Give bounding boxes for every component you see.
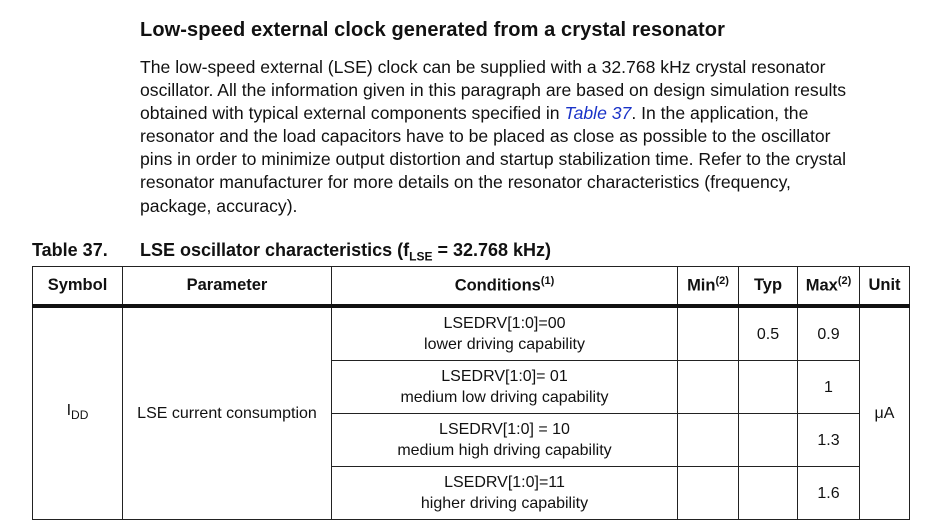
conditions-cell: [332, 414, 678, 467]
header-typ: Typ: [739, 267, 798, 307]
symbol-main: I: [66, 402, 72, 420]
condition-setting: LSEDRV[1:0]=11: [444, 474, 565, 491]
condition-setting: LSEDRV[1:0]= 01: [441, 368, 568, 385]
max-cell: 1.3: [798, 414, 860, 467]
header-max: [798, 267, 860, 307]
table-row: [33, 306, 910, 361]
max-cell: 1: [798, 361, 860, 414]
table-caption: [32, 240, 551, 264]
header-max-label: Max: [805, 276, 838, 295]
condition-setting: LSEDRV[1:0] = 10: [439, 421, 570, 438]
description-paragraph: [140, 56, 930, 218]
paragraph-text: . In the application, the: [631, 103, 809, 124]
paragraph-line: resonator and the load capacitors have to be placed as close as possible to the oscillator: [140, 126, 831, 147]
condition-description: medium low driving capability: [400, 389, 609, 406]
paragraph-line: The low-speed external (LSE) clock can be supplied with a 32.768 kHz crystal resonator: [140, 57, 826, 77]
typ-cell: [739, 361, 798, 414]
table-title: LSE oscillator characteristics (f: [140, 240, 410, 260]
conditions-cell: [332, 467, 678, 520]
condition-description: higher driving capability: [420, 495, 589, 512]
min-cell: [678, 467, 739, 520]
min-cell: [678, 306, 739, 361]
paragraph-text: obtained with typical external components specified in: [140, 103, 565, 124]
condition-description: medium high driving capability: [397, 442, 612, 459]
condition-setting: LSEDRV[1:0]=00: [443, 315, 566, 332]
paragraph-line: [140, 102, 930, 125]
header-unit: Unit: [860, 267, 910, 307]
paragraph-line: package, accuracy).: [140, 195, 298, 216]
header-conditions: [332, 267, 678, 307]
paragraph-line: pins in order to minimize output distortion and startup stabilization time. Refer to the crystal: [140, 149, 847, 170]
typ-cell: [739, 414, 798, 467]
min-cell: [678, 361, 739, 414]
header-min-label: Min: [687, 276, 716, 295]
header-parameter: Parameter: [123, 267, 332, 307]
table-title-subscript: LSE: [409, 249, 433, 264]
table-37-link[interactable]: Table 37: [564, 103, 632, 124]
max-cell: 0.9: [798, 306, 860, 361]
lse-characteristics-table: [32, 266, 910, 520]
table-title-tail: = 32.768 kHz): [432, 240, 552, 260]
header-max-note: (2): [837, 275, 852, 288]
symbol-cell: [33, 306, 123, 520]
conditions-cell: [332, 306, 678, 361]
parameter-cell: LSE current consumption: [123, 306, 332, 520]
paragraph-line: oscillator. All the information given in this paragraph are based on design simulation results: [140, 80, 847, 101]
symbol-subscript: DD: [71, 408, 89, 423]
header-symbol: Symbol: [33, 267, 123, 307]
condition-description: lower driving capability: [424, 336, 585, 353]
header-min: [678, 267, 739, 307]
max-cell: 1.6: [798, 467, 860, 520]
typ-cell: 0.5: [739, 306, 798, 361]
section-heading: Low-speed external clock generated from a crystal resonator: [140, 19, 725, 41]
min-cell: [678, 414, 739, 467]
typ-cell: [739, 467, 798, 520]
unit-cell: μA: [860, 306, 910, 520]
paragraph-line: resonator manufacturer for more details on the resonator characteristics (frequency,: [140, 172, 791, 193]
table-number: Table 37.: [32, 240, 108, 260]
header-conditions-note: (1): [540, 275, 555, 288]
header-conditions-label: Conditions: [454, 276, 541, 295]
header-min-note: (2): [715, 275, 729, 288]
conditions-cell: [332, 361, 678, 414]
table-header-row: [33, 267, 910, 307]
